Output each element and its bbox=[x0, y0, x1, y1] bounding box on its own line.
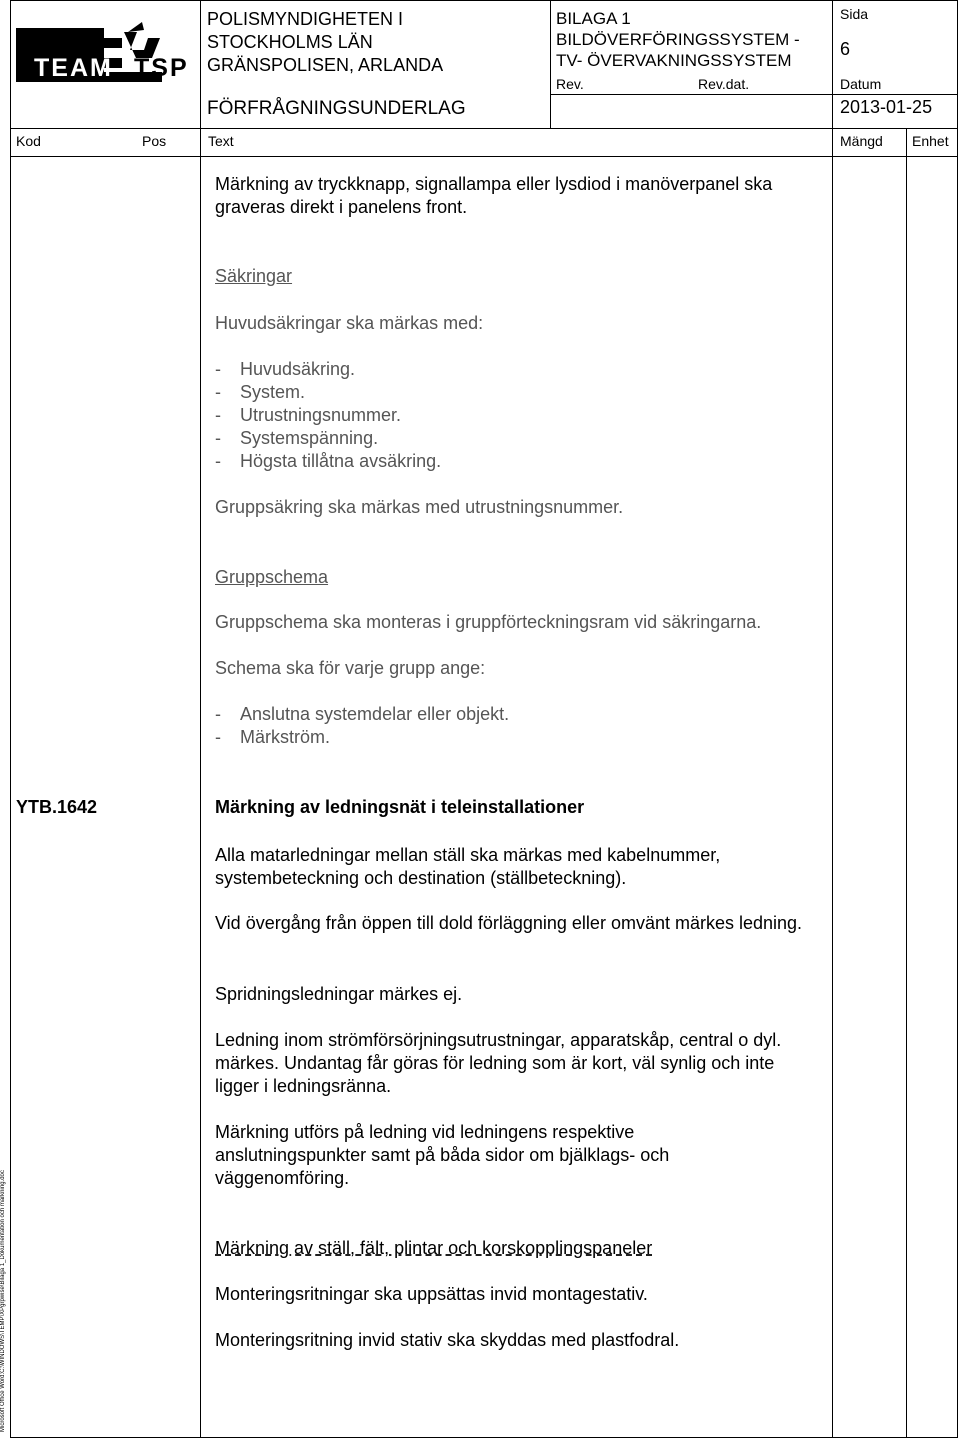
bilaga-line-2: BILDÖVERFÖRINGSSYSTEM - bbox=[556, 30, 800, 49]
schema-list bbox=[215, 703, 509, 749]
rev-label: Rev. bbox=[556, 76, 584, 92]
paragraph-huvudsakringar: Huvudsäkringar ska märkas med: bbox=[215, 313, 484, 333]
list-item: - Högsta tillåtna avsäkring. bbox=[215, 450, 441, 473]
svg-text:TSP: TSP bbox=[134, 54, 189, 82]
column-text: Text bbox=[208, 133, 234, 149]
column-pos: Pos bbox=[142, 133, 167, 149]
paragraph-schema: Schema ska för varje grupp ange: bbox=[215, 658, 486, 678]
teamtsp-logo bbox=[12, 2, 198, 120]
revdat-label: Rev.dat. bbox=[698, 76, 750, 92]
mangd-column-divider bbox=[832, 0, 833, 1438]
rev-row-divider bbox=[550, 94, 958, 95]
org-line-3: GRÄNSPOLISEN, ARLANDA bbox=[207, 55, 444, 75]
datum-label: Datum bbox=[840, 76, 882, 92]
column-mangd: Mängd bbox=[840, 133, 883, 149]
heading-gruppschema: Gruppschema bbox=[215, 567, 329, 587]
column-enhet: Enhet bbox=[912, 133, 949, 149]
paragraph-matarledningar: Alla matarledningar mellan ställ ska märkas med kabelnummer, systembeteckning och destination (ställbeteckning). bbox=[215, 845, 721, 888]
org-name bbox=[207, 8, 443, 77]
list-item: - Huvudsäkring. bbox=[215, 358, 441, 381]
sida-label: Sida bbox=[840, 6, 869, 22]
bilaga-title bbox=[556, 8, 800, 71]
bilaga-line-3: TV- ÖVERVAKNINGSSYSTEM bbox=[556, 51, 792, 70]
paragraph-monteringsritningar: Monteringsritningar ska uppsättas invid montagestativ. bbox=[215, 1284, 648, 1304]
text-column-left-divider bbox=[200, 0, 201, 1438]
paragraph-overgang: Vid övergång från öppen till dold förläggning eller omvänt märkes ledning. bbox=[215, 913, 803, 933]
sida-value: 6 bbox=[840, 39, 851, 59]
header-divider bbox=[10, 128, 958, 129]
huvudsakring-list bbox=[215, 358, 441, 473]
list-item: - Märkström. bbox=[215, 726, 509, 749]
bilaga-line-1: BILAGA 1 bbox=[556, 9, 631, 28]
paragraph-gruppsakring: Gruppsäkring ska märkas med utrustningsnummer. bbox=[215, 497, 624, 517]
list-item: - Systemspänning. bbox=[215, 427, 441, 450]
paragraph-markning-tryckknapp: Märkning av tryckknapp, signallampa eller lysdiod i manöverpanel ska graveras direkt i panelens front. bbox=[215, 174, 773, 217]
side-file-path: Microsoft Office Word:C:\WINDOWS\TEMP\XPgrpwise\Bilaga 1_Dokumentation och märkning.doc bbox=[0, 1170, 6, 1432]
column-kod: Kod bbox=[16, 133, 41, 149]
section-code: YTB.1642 bbox=[16, 797, 98, 817]
org-line-2: STOCKHOLMS LÄN bbox=[207, 32, 373, 52]
paragraph-gruppschema: Gruppschema ska monteras i gruppförteckningsram vid säkringarna. bbox=[215, 612, 762, 632]
list-item: - Utrustningsnummer. bbox=[215, 404, 441, 427]
svg-text:TEAM: TEAM bbox=[34, 54, 113, 82]
column-header-divider bbox=[10, 156, 958, 157]
org-line-1: POLISMYNDIGHETEN I bbox=[207, 9, 404, 29]
section-heading: Märkning av ledningsnät i teleinstallationer bbox=[215, 797, 585, 817]
heading-stall: Märkning av ställ, fält, plintar och korskopplingspaneler bbox=[215, 1238, 653, 1258]
list-item: - System. bbox=[215, 381, 441, 404]
heading-sakringar: Säkringar bbox=[215, 266, 293, 286]
datum-value: 2013-01-25 bbox=[840, 97, 933, 117]
enhet-column-divider bbox=[906, 128, 907, 1438]
bilaga-divider bbox=[550, 0, 551, 128]
paragraph-markning-utfors: Märkning utförs på ledning vid ledningens respektive anslutningspunkter samt på båda sidor om bjälklags- och väggenomföring. bbox=[215, 1122, 670, 1188]
paragraph-monteringsritning: Monteringsritning invid stativ ska skyddas med plastfodral. bbox=[215, 1330, 680, 1350]
list-item: - Anslutna systemdelar eller objekt. bbox=[215, 703, 509, 726]
doc-type: FÖRFRÅGNINGSUNDERLAG bbox=[207, 98, 466, 119]
paragraph-spridningsledningar: Spridningsledningar märkes ej. bbox=[215, 984, 463, 1004]
paragraph-stromforsorjning: Ledning inom strömförsörjningsutrustningar, apparatskåp, central o dyl. märkes. Undantag får göras för ledning som är kort, väl synlig och inte ligger i ledningsränna. bbox=[215, 1030, 782, 1096]
